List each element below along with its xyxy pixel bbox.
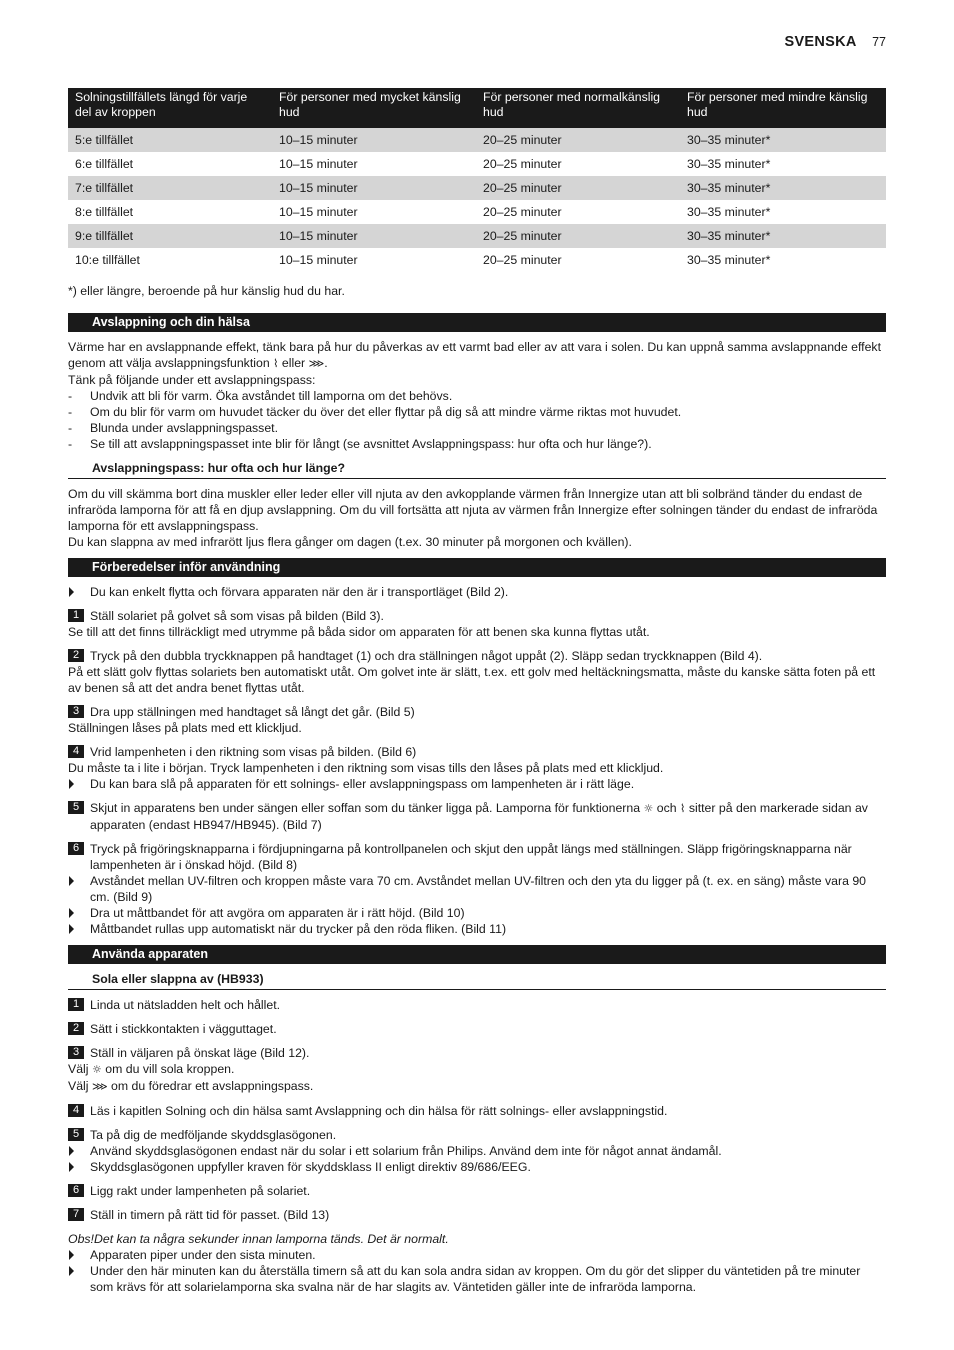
step-text: Ställ in timern på rätt tid för passet. (Bild 13): [90, 1208, 330, 1222]
relax-wave-icon: ⌇: [273, 357, 279, 370]
spacer: [68, 1175, 886, 1183]
step-number: 5: [68, 1128, 84, 1141]
step-text: Ligg rakt under lampenheten på solariet.: [90, 1184, 311, 1198]
step-item: [68, 800, 886, 833]
note-text: om du föredrar ett avslappningspass.: [111, 1079, 314, 1093]
step-text: Sätt i stickkontakten i vägguttaget.: [90, 1022, 277, 1036]
step-number: 3: [68, 705, 84, 718]
section-heading-use: Använda apparaten: [68, 945, 886, 964]
step-item: [68, 1207, 886, 1223]
table-row: [68, 176, 886, 200]
table-cell: 30–35 minuter*: [680, 176, 886, 200]
step-note: Du måste ta i lite i början. Tryck lampenheten i den riktning som visas tills den låses på plats med ett klickljud.: [68, 761, 664, 775]
spacer: [68, 550, 886, 558]
table-header-cell: För personer med mindre känslig hud: [680, 88, 886, 128]
table-cell: 10–15 minuter: [272, 224, 476, 248]
bullet-item: Avståndet mellan UV-filtren och kroppen måste vara 70 cm. Avståndet mellan UV-filtren och den yta du ligger på (t. ex. en säng) måste vara 90 cm. (Bild 9): [68, 873, 886, 905]
step-item: [68, 1127, 886, 1143]
step-number: 4: [68, 1104, 84, 1117]
dash-item: - Undvik att bli för varm. Öka avståndet till lamporna om det behövs.: [68, 388, 886, 404]
step-item: [68, 997, 886, 1013]
step-item: [68, 744, 886, 760]
step-item: [68, 1103, 886, 1119]
table-cell: 10–15 minuter: [279, 253, 358, 267]
dash-item: - Se till att avslappningspasset inte blir för långt (se avsnittet Avslappningspass: hur ofta och hur länge?).: [68, 436, 886, 452]
step-item: [68, 841, 886, 873]
note-text: om du vill sola kroppen.: [105, 1062, 235, 1076]
step-text: Linda ut nätsladden helt och hållet.: [90, 998, 281, 1012]
sun-icon: ☼: [643, 802, 654, 815]
table-cell: 6:e tillfället: [75, 157, 134, 171]
table-cell: 10–15 minuter: [272, 176, 476, 200]
table-header-cell: För personer med mycket känslig hud: [272, 88, 476, 128]
sun-icon: ☼: [91, 1063, 102, 1076]
sessions-paragraph-2: Du kan slappna av med infrarött ljus flera gånger om dagen (t.ex. 30 minuter på morgonen och kvällen).: [68, 535, 632, 549]
step-item: [68, 1045, 886, 1061]
table-cell: 30–35 minuter*: [680, 128, 886, 152]
step-text-and: och: [656, 801, 677, 815]
step-text: Läs i kapitlen Solning och din hälsa samt Avslappning och din hälsa för rätt solnings- eller avslappningstid.: [90, 1104, 668, 1118]
step-text: Skjut in apparatens ben under sängen eller soffan som du tänker ligga på. Lamporna för funktionerna: [90, 801, 641, 815]
triple-wave-icon: ⋙: [91, 1080, 108, 1093]
table-cell: 5:e tillfället: [68, 128, 272, 152]
note-text: Välj: [68, 1079, 89, 1093]
table-cell: 30–35 minuter*: [687, 205, 771, 219]
step-item: [68, 704, 886, 720]
step-item: [68, 608, 886, 624]
bullet-item: Apparaten piper under den sista minuten.: [68, 1247, 886, 1263]
spacer: [68, 1199, 886, 1207]
bullet-item: Skyddsglasögonen uppfyller kraven för skyddsklass II enligt direktiv 89/686/EEG.: [68, 1159, 886, 1175]
subheading-sessions: Avslappningspass: hur ofta och hur länge?: [68, 460, 886, 479]
table-header-row: [68, 88, 886, 128]
step-text: Ställ solariet på golvet så som visas på bilden (Bild 3).: [90, 609, 384, 623]
table-cell: 30–35 minuter*: [687, 253, 771, 267]
bullet-item: Dra ut måttbandet för att avgöra om apparaten är i rätt höjd. (Bild 10): [68, 905, 886, 921]
step-note: På ett slätt golv flyttas solariets ben automatiskt utåt. Om golvet inte är slätt, t.ex. ett golv med heltäckningsmatta, måste du kanske sätta foten på ett av benen så att det andra benet flyttas utåt.: [68, 665, 876, 695]
step-note: [68, 1061, 886, 1078]
step-text: Ta på dig de medföljande skyddsglasögonen.: [90, 1128, 337, 1142]
step-item: [68, 648, 886, 664]
step-text: Tryck på den dubbla tryckknappen på handtaget (1) och dra ställningen något uppåt (2). Släpp sedan tryckknappen (Bild 4).: [90, 649, 763, 663]
table-cell: 20–25 minuter: [483, 205, 562, 219]
table-cell: 8:e tillfället: [75, 205, 134, 219]
relax-intro2: Tänk på följande under ett avslappningspass:: [68, 373, 316, 387]
spacer: [68, 1223, 886, 1231]
relax-intro-text: Värme har en avslappnande effekt, tänk bara på hur du påverkas av ett varmt bad eller av att vara i solen. Du kan uppnå samma avslappnande effekt genom att välja avslappningsfunktion: [68, 340, 881, 370]
relax-intro-end: .: [324, 356, 328, 370]
tanning-duration-table: [68, 88, 886, 272]
note-text: Välj: [68, 1062, 89, 1076]
step-number: 3: [68, 1046, 84, 1059]
section-heading-relax: Avslappning och din hälsa: [68, 313, 886, 332]
step-number: 6: [68, 1184, 84, 1197]
step-text: Tryck på frigöringsknapparna i fördjupningarna på kontrollpanelen och skjut den uppåt längs med ställningen. Släpp frigöringsknapparna när lampenheten är i önskad höjd. (Bild 8): [90, 842, 852, 872]
table-cell: 10–15 minuter: [279, 205, 358, 219]
table-row: [68, 128, 886, 152]
bullet-item: Under den här minuten kan du återställa timern så att du kan sola andra sidan av kroppen. Om du gör det slipper du väntetiden på tre minuter som krävs för att solarielamporna ska svalna när de har slagits av. Väntetiden gäller inte de infraröda lamporna.: [68, 1263, 886, 1295]
page-number: 77: [872, 35, 886, 49]
bullet-item: Du kan enkelt flytta och förvara apparaten när den är i transportläget (Bild 2).: [68, 584, 886, 600]
step-item: [68, 1183, 886, 1199]
table-cell: 10–15 minuter: [279, 157, 358, 171]
spacer: [68, 1095, 886, 1103]
table-row: [68, 200, 886, 224]
spacer: [68, 696, 886, 704]
table-cell: 10:e tillfället: [75, 253, 140, 267]
relax-intro-or: eller: [281, 356, 306, 370]
table-header-cell: Solningstillfällets längd för varje del av kroppen: [68, 88, 272, 128]
step-note: Ställningen låses på plats med ett klickljud.: [68, 721, 302, 735]
step-number: 2: [68, 1022, 84, 1035]
spacer: [68, 600, 886, 608]
relax-triple-wave-icon: ⋙: [308, 357, 325, 370]
sessions-paragraph-1: Om du vill skämma bort dina muskler eller leder eller vill njuta av den avkopplande värmen från Innergize utan att bli solbränd tänder du endast de infraröda lamporna för att få en djup avslappning. Om du vill fortsätta att njuta av värmen från Innergize efter solningen tänder du endast de infraröda lamporna för ett avslappningspass.: [68, 487, 878, 533]
step-number: 7: [68, 1208, 84, 1221]
page-header: [784, 34, 886, 50]
table-row: [68, 224, 886, 248]
spacer: [68, 452, 886, 460]
table-cell: 30–35 minuter*: [680, 224, 886, 248]
spacer: [68, 792, 886, 800]
step-text: Vrid lampenheten i den riktning som visas på bilden. (Bild 6): [90, 745, 417, 759]
table-cell: 20–25 minuter: [476, 128, 680, 152]
step-number: 2: [68, 649, 84, 662]
bullet-item: Måttbandet rullas upp automatiskt när du trycker på den röda fliken. (Bild 11): [68, 921, 886, 937]
step-text: Ställ in väljaren på önskat läge (Bild 12).: [90, 1046, 310, 1060]
table-cell: 20–25 minuter: [476, 224, 680, 248]
step-number: 1: [68, 998, 84, 1011]
table-row: [68, 248, 886, 272]
dash-item: - Om du blir för varm om huvudet täcker du över det eller flyttar på dig så att mindre värme riktas mot huvudet.: [68, 404, 886, 420]
table-cell: 20–25 minuter: [476, 176, 680, 200]
spacer: [68, 1119, 886, 1127]
table-row: [68, 152, 886, 176]
table-footnote: *) eller längre, beroende på hur känslig hud du har.: [68, 284, 345, 298]
step-note: [68, 1078, 886, 1095]
section-heading-prep: Förberedelser inför användning: [68, 558, 886, 577]
spacer: [68, 736, 886, 744]
relax-intro: [68, 339, 886, 372]
dash-item: - Blunda under avslappningspasset.: [68, 420, 886, 436]
language-label: SVENSKA: [784, 34, 857, 50]
bullet-item: Du kan bara slå på apparaten för ett solnings- eller avslappningspass om lampenheten är i rätt läge.: [68, 776, 886, 792]
table-cell: 30–35 minuter*: [687, 157, 771, 171]
spacer: [68, 937, 886, 945]
table-cell: 20–25 minuter: [483, 157, 562, 171]
note-text: Obs!Det kan ta några sekunder innan lamporna tänds. Det är normalt.: [68, 1232, 449, 1246]
step-number: 4: [68, 745, 84, 758]
table-cell: 10–15 minuter: [272, 128, 476, 152]
spacer: [68, 640, 886, 648]
step-note: Se till att det finns tillräckligt med utrymme på båda sidor om apparaten för att benen ska kunna flyttas utåt.: [68, 625, 650, 639]
step-number: 5: [68, 801, 84, 814]
spacer: [68, 1013, 886, 1021]
table-header-cell: För personer med normalkänslig hud: [476, 88, 680, 128]
step-text: Dra upp ställningen med handtaget så långt det går. (Bild 5): [90, 705, 415, 719]
table-cell: 7:e tillfället: [68, 176, 272, 200]
step-item: [68, 1021, 886, 1037]
table-cell: 9:e tillfället: [68, 224, 272, 248]
spacer: [68, 833, 886, 841]
spacer: [68, 1037, 886, 1045]
subheading-tan-or-relax: Sola eller slappna av (HB933): [68, 971, 886, 990]
table-cell: 20–25 minuter: [483, 253, 562, 267]
wave-icon: ⌇: [680, 802, 686, 815]
step-text-cont: sitter på den markerade sidan av apparaten (endast HB947/HB945). (Bild 7): [90, 801, 868, 832]
step-number: 1: [68, 609, 84, 622]
step-number: 6: [68, 842, 84, 855]
bullet-item: Använd skyddsglasögonen endast när du solar i ett solarium från Philips. Använd dem inte för något annat ändamål.: [68, 1143, 886, 1159]
content-flow: [68, 283, 886, 1295]
